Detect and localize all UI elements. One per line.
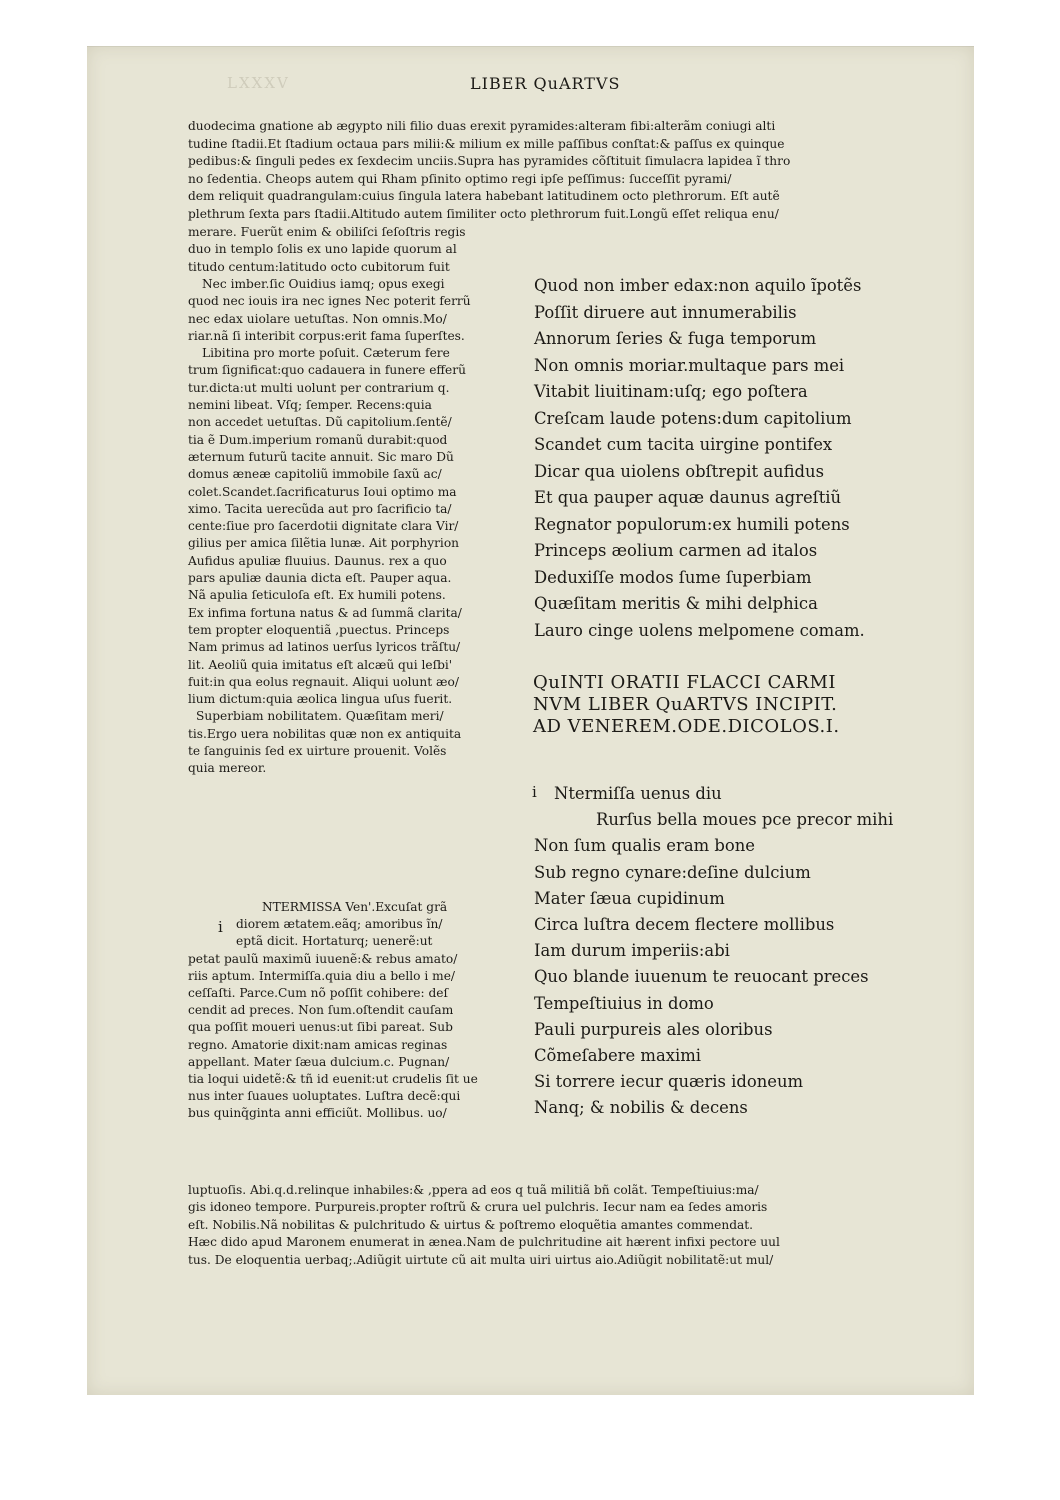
verse-line: Cõmeſabere maximi <box>534 1046 702 1065</box>
verse-line: Ntermiſſa uenus diu <box>554 784 722 803</box>
commentary-line: Aufidus apuliæ fluuius. Daunus. rex a quo <box>188 553 447 568</box>
commentary-line: Nã apulia ſeticuloſa eſt. Ex humili potens. <box>188 588 446 603</box>
commentary-line: tis.Ergo uera nobilitas quæ non ex antiquita <box>188 726 462 741</box>
book-page <box>87 46 974 1395</box>
verse-line: Vitabit liuitinam:uſq; ego poſtera <box>534 382 808 401</box>
verse-line: Tempeſtiuius in domo <box>534 993 714 1013</box>
verse-line: Sub regno cynare:deſine dulcium <box>534 862 811 882</box>
commentary-line: Nam primus ad latinos uerſus lyricos trãſtu/ <box>188 640 461 655</box>
commentary-line: nemini libeat. Vſq; ſemper. Recens:quia <box>188 398 432 412</box>
verse-line: Annorum ſeries & fuga temporum <box>534 329 817 348</box>
commentary-line: pedibus:& ſinguli pedes ex ſexdecim unciis.Supra has pyramides cõſtituit ſimulacra lapidea ĩ thro <box>188 154 791 169</box>
commentary-line: tus. De eloquentia uerbaq;.Adiũgit uirtute cũ ait multa uiri uirtus aio.Adiũgit nobilitatẽ:ut mul/ <box>188 1252 774 1267</box>
commentary-line: qua poſſit moueri uenus:ut ſibi pareat. Sub <box>188 1020 453 1035</box>
commentary-line: eptã dicit. Hortaturq; uenerẽ:ut <box>236 934 433 949</box>
commentary-line: æternum futurũ tacite annuit. Sic maro Dũ <box>188 449 454 464</box>
verse-line: Poſſit diruere aut innumerabilis <box>534 302 797 322</box>
commentary-line: petat paulũ maximũ iuuenẽ:& rebus amato/ <box>188 951 458 966</box>
commentary-line: te ſanguinis ſed ex uirture prouenit. Volẽs <box>188 744 447 758</box>
commentary-line: nus inter ſuaues uoluptates. Luſtra decẽ:qui <box>188 1089 461 1104</box>
commentary-line: tur.dicta:ut multi uolunt per contrarium q. <box>188 380 450 395</box>
commentary-line: Ex infima fortuna natus & ad ſummã clarita/ <box>188 605 462 620</box>
verse-line: Nanq; & nobilis & decens <box>534 1098 748 1118</box>
verse-line: Circa luſtra decem flectere mollibus <box>534 915 835 934</box>
commentary-line: plethrum ſexta pars ſtadii.Altitudo autem ſimiliter octo plethrorum fuit.Longũ eſſet reliqua enu/ <box>188 207 779 221</box>
verse-line: Non omnis moriar.multaque pars mei <box>534 355 845 375</box>
commentary-line: cente:ſiue pro ſacerdotii dignitate clara Vir/ <box>188 519 459 534</box>
verse-line: Princeps æolium carmen ad italos <box>534 541 818 560</box>
page-edge <box>87 46 974 47</box>
commentary-line: tia ẽ Dum.imperium romanũ durabit:quod <box>188 432 448 447</box>
verse-initial-letter: i <box>532 783 537 801</box>
commentary-line: appellant. Mater ſæua dulcium.c. Pugnan/ <box>188 1054 450 1069</box>
commentary-line: bus quinq̃ginta anni efficiũt. Mollibus. uo/ <box>188 1106 447 1121</box>
commentary-line: domus æneæ capitoliũ immobile ſaxũ ac/ <box>188 467 442 482</box>
commentary-line: colet.Scandet.ſacrificaturus Ioui optimo ma <box>188 484 457 499</box>
commentary-line: quia mereor. <box>188 761 267 776</box>
commentary-line: gilius per amica ſilẽtia lunæ. Ait porphyrion <box>188 536 460 551</box>
commentary-line: diorem ætatem.eãq; amoribus ĩn/ <box>236 917 443 932</box>
commentary-line: dem reliquit quadrangulam:cuius ſingula latera habebant latitudinem octo plethrorum. Eſt autẽ <box>188 189 780 204</box>
commentary-line: pars apuliæ daunia dicta eſt. Pauper aqua. <box>188 571 452 585</box>
title-line: QuINTI ORATII FLACCI CARMI <box>533 672 837 693</box>
commentary-line: duo in templo ſolis ex uno lapide quorum al <box>188 242 457 257</box>
verse-line: Rurſus bella moues pce precor mihi <box>596 810 894 830</box>
verse-line: Creſcam laude potens:dum capitolium <box>534 408 852 428</box>
verse-line: Dicar qua uiolens obſtrepit aufidus <box>534 461 824 481</box>
commentary-line: gis idoneo tempore. Purpureis.propter roſtrũ & crura uel pulchris. Iecur nam ea ſedes amoris <box>188 1200 768 1215</box>
verse-line: Quæſitam meritis & mihi delphica <box>534 594 818 613</box>
commentary-line: merare. Fuerũt enim & obiliſci ſeſoſtris regis <box>188 225 466 239</box>
commentary-line: eſt. Nobilis.Nã nobilitas & pulchritudo & uirtus & poſtremo eloquẽtia amantes commendat. <box>188 1217 754 1232</box>
commentary-line: luptuoſis. Abi.q.d.relinque inhabiles:& ,ppera ad eos q tuã militiã bñ colãt. Tempeſtiuius:ma/ <box>188 1183 759 1197</box>
commentary-line: regno. Amatorie dixit:nam amicas reginas <box>188 1037 448 1052</box>
commentary-line: riis aptum. Intermiſſa.quia diu a bello i me/ <box>188 968 456 983</box>
commentary-line: Nec imber.ſic Ouidius iamq; opus exegi <box>202 276 445 291</box>
verse-line: Si torrere iecur quæris idoneum <box>534 1072 804 1092</box>
commentary-line: tem propter eloquentiã ,puectus. Princeps <box>188 622 450 637</box>
verse-line: Non ſum qualis eram bone <box>534 836 755 856</box>
verse-line: Mater ſæua cupidinum <box>534 888 725 908</box>
commentary-line: quod nec iouis ira nec ignes Nec poterit ferrũ <box>188 294 471 309</box>
verse-line: Scandet cum tacita uirgine pontifex <box>534 435 833 454</box>
commentary-line: lium dictum:quia æolica lingua uſus fuerit. <box>188 692 453 707</box>
commentary-line: no ſedentia. Cheops autem qui Rham pſinito optimo regi ipſe peſſimus: ſucceſſit pyrami/ <box>188 171 732 186</box>
show-through-header: LXXXV <box>227 74 290 92</box>
commentary-line: tia loqui uidetẽ:& tñ id euenit:ut crudelis ſit ue <box>188 1072 478 1086</box>
title-line: NVM LIBER QuARTVS INCIPIT. <box>533 694 838 715</box>
title-line: AD VENEREM.ODE.DICOLOS.I. <box>533 716 840 737</box>
commentary-line: Libitina pro morte poſuit. Cæterum fere <box>202 346 450 361</box>
commentary-line: ceſſaſti. Parce.Cum nõ poſſit cohibere: deſ <box>188 986 449 1000</box>
commentary-line: riar.nã ſi interibit corpus:erit fama ſuperſtes. <box>188 328 465 343</box>
commentary-line: cendit ad preces. Non ſum.oſtendit cauſam <box>188 1003 454 1018</box>
commentary-line: lit. Aeoliũ quia imitatus eſt alcæũ qui leſbi' <box>188 657 453 672</box>
verse-line: Quo blande iuuenum te reuocant preces <box>534 967 869 987</box>
verse-line: Iam durum imperiis:abi <box>534 941 730 961</box>
verse-line: Quod non imber edax:non aquilo ĩpotẽs <box>534 276 862 295</box>
commentary-line: titudo centum:latitudo octo cubitorum fuit <box>188 259 450 274</box>
commentary-initial-letter: i <box>218 918 223 936</box>
commentary-line: Hæc dido apud Maronem enumerat in ænea.Nam de pulchritudine ait hærent infixi pectore uul <box>188 1235 780 1250</box>
commentary-line: Superbiam nobilitatem. Quæſitam meri/ <box>196 709 444 724</box>
running-header: LIBER QuARTVS <box>470 74 621 93</box>
commentary-line: duodecima gnatione ab ægypto nili filio duas erexit pyramides:alteram fibi:alterãm coniugi alti <box>188 119 776 133</box>
commentary-line: fuit:in qua eolus regnauit. Aliqui uolunt æo/ <box>188 674 459 689</box>
commentary-line: nec edax uiolare uetuſtas. Non omnis.Mo/ <box>188 311 447 326</box>
verse-line: Regnator populorum:ex humili potens <box>534 514 850 534</box>
verse-line: Deduxiſſe modos ſume ſuperbiam <box>534 567 812 587</box>
commentary-line: trum ſignificat:quo cadauera in funere efferũ <box>188 363 466 378</box>
commentary-line: NTERMISSA Ven'.Excuſat grã <box>262 900 448 914</box>
verse-line: Lauro cinge uolens melpomene comam. <box>534 620 865 640</box>
commentary-line: tudine ſtadii.Et ſtadium octaua pars milii:& milium ex mille paſſibus conſtat:& paſſus ex quinque <box>188 136 785 151</box>
verse-line: Et qua pauper aquæ daunus agreſtiũ <box>534 488 842 507</box>
commentary-line: non accedet uetuſtas. Dũ capitolium.ſentẽ/ <box>188 415 452 430</box>
commentary-line: ximo. Tacita uerecũda aut pro ſacrificio ta/ <box>188 501 452 516</box>
verse-line: Pauli purpureis ales oloribus <box>534 1019 773 1039</box>
